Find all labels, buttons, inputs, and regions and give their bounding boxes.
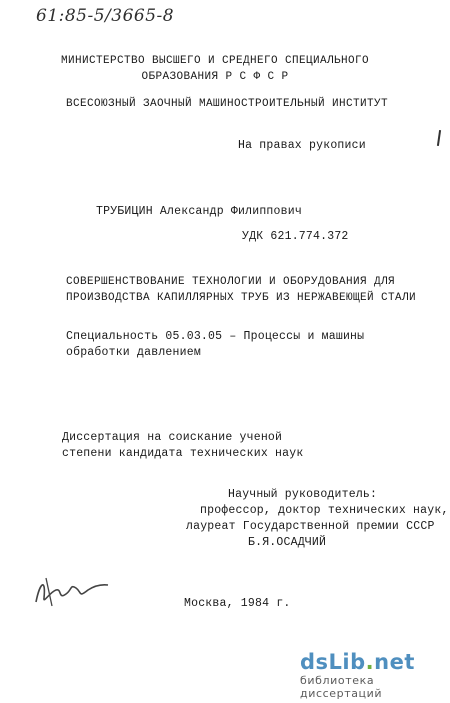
thesis-title-line-2: ПРОИЗВОДСТВА КАПИЛЛЯРНЫХ ТРУБ ИЗ НЕРЖАВЕЮЩЕЙ СТАЛИ — [66, 292, 417, 304]
dissertation-line-2: степени кандидата технических наук — [62, 447, 304, 460]
place-and-date: Москва, 1984 г. — [184, 597, 291, 610]
specialty-line-1: Специальность 05.03.05 – Процессы и машины — [66, 330, 365, 343]
ministry-line-1: МИНИСТЕРСТВО ВЫСШЕГО И СРЕДНЕГО СПЕЦИАЛЬНОГО — [60, 55, 370, 67]
udc-code: УДК 621.774.372 — [242, 230, 349, 243]
watermark-main: dsLib — [300, 650, 366, 674]
specialty-line-2: обработки давлением — [66, 346, 201, 359]
ministry-line-2: ОБРАЗОВАНИЯ Р С Ф С Р — [141, 71, 289, 83]
institute-name: ВСЕСОЮЗНЫЙ ЗАОЧНЫЙ МАШИНОСТРОИТЕЛЬНЫЙ ИНСТИТУТ — [66, 98, 389, 110]
watermark-logo — [300, 650, 445, 700]
watermark-tld: net — [374, 650, 415, 674]
manuscript-note: На правах рукописи — [238, 139, 366, 152]
advisor-award: лауреат Государственной премии СССР — [186, 520, 435, 533]
dissertation-line-1: Диссертация на соискание ученой — [62, 431, 283, 444]
advisor-name: Б.Я.ОСАДЧИЙ — [248, 536, 327, 549]
watermark-subtitle: библиотека диссертаций — [300, 674, 383, 700]
advisor-title: профессор, доктор технических наук, — [200, 504, 449, 517]
archive-number: 61:85-5/3665-8 — [36, 6, 175, 26]
margin-mark — [437, 130, 441, 146]
author-name: ТРУБИЦИН Александр Филиппович — [96, 205, 302, 218]
thesis-title-line-1: СОВЕРШЕНСТВОВАНИЕ ТЕХНОЛОГИИ И ОБОРУДОВАНИЯ ДЛЯ — [66, 276, 396, 288]
advisor-heading: Научный руководитель: — [228, 488, 378, 501]
handwritten-signature — [32, 572, 112, 617]
watermark-dot: . — [365, 650, 375, 674]
